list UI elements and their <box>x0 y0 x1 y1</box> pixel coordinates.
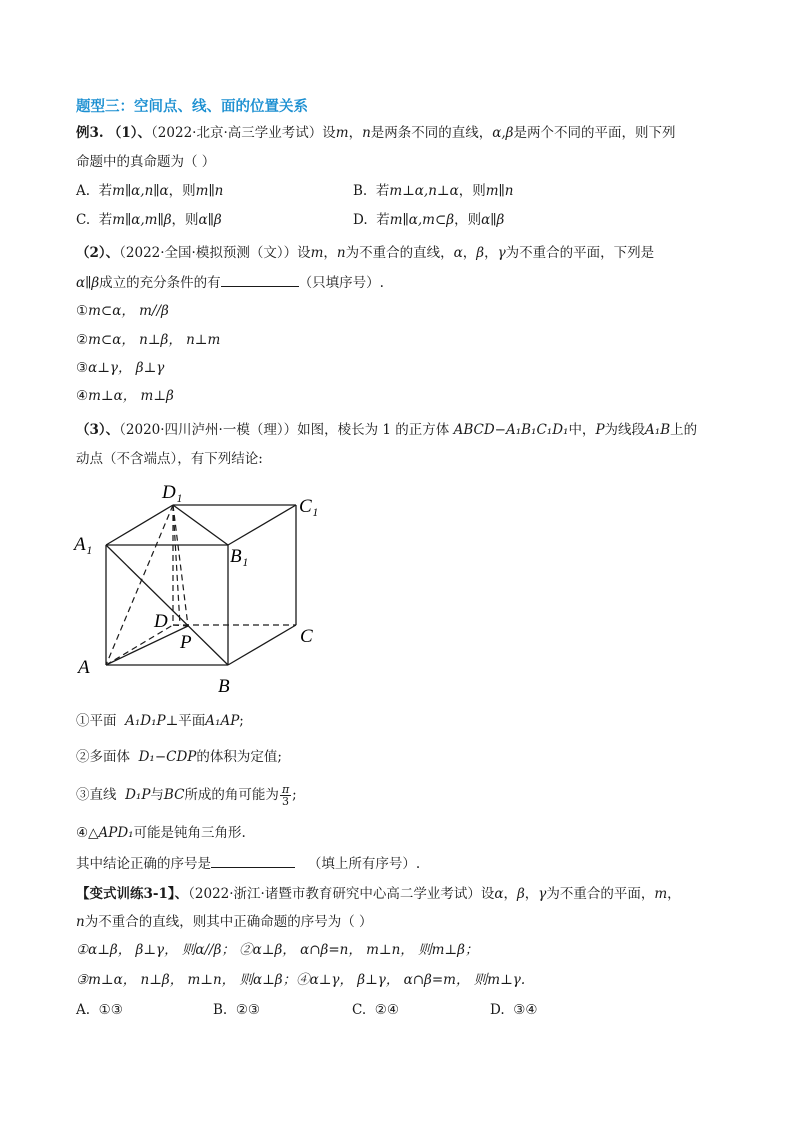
label-d1: D₁ <box>162 482 183 503</box>
q1-stem-line2: 命题中的真命题为（ ） <box>76 154 216 170</box>
label-p: P <box>180 632 192 653</box>
edge-b1-c1 <box>228 505 296 545</box>
q3-ask: 其中结论正确的序号是 （填上所有序号）. <box>76 856 421 872</box>
label-b: B <box>218 676 230 697</box>
label-a1: A₁ <box>74 534 93 555</box>
q3-number: （3）、 <box>76 422 120 438</box>
q1-option-b: B. 若m⊥α,n⊥α，则m∥n <box>353 183 514 199</box>
hidden-segment-a-d1 <box>106 505 173 665</box>
label-d: D <box>154 611 168 632</box>
q2-answer-blank <box>221 273 299 287</box>
cube-figure <box>70 470 330 700</box>
variant-option-b: B. ②③ <box>213 1002 261 1018</box>
label-a: A <box>78 657 90 678</box>
q2-number: （2）、 <box>76 245 120 261</box>
q1-option-d: D. 若m∥α,m⊂β，则α∥β <box>353 212 505 228</box>
section-title: 题型三：空间点、线、面的位置关系 <box>76 99 308 115</box>
variant-statements-2: ③m⊥α， n⊥β， m⊥n， 则α⊥β；④α⊥γ， β⊥γ， α∩β=m， 则m⊥γ. <box>76 972 526 988</box>
hidden-segment-d1-d-b <box>173 505 180 625</box>
edge-b-c <box>228 625 296 665</box>
q2-stem-line1: （2）、（2022·全国·模拟预测（文））设m，n为不重合的直线，α，β，γ为不重合的平面，下列是 <box>76 245 655 261</box>
q3-conclusion-2: ②多面体 D₁−CDP的体积为定值; <box>76 749 282 765</box>
variant-label: 【变式训练3-1】、 <box>76 886 189 902</box>
q2-item-1: ①m⊂α， m//β <box>76 303 169 319</box>
label-b1: B₁ <box>230 546 249 567</box>
edge-a1-d1 <box>106 505 173 545</box>
q3-conclusion-3: ③直线 D₁P与BC所成的角可能为 $\frac{\pi}{3}$ ; <box>76 783 297 808</box>
q3-conclusion-1: ①平面 A₁D₁P⊥平面A₁AP; <box>76 713 244 729</box>
q1-number: （1）、 <box>107 125 152 141</box>
q1-option-a: A. 若m∥α,n∥α，则m∥n <box>76 183 224 199</box>
variant-stem-line2: n为不重合的直线，则其中正确命题的序号为（ ） <box>76 914 373 930</box>
variant-statements-1: ①α⊥β， β⊥γ， 则α//β； ②α⊥β， α∩β=n， m⊥n， 则m⊥β； <box>76 942 479 958</box>
q1-stem-line1: 例3. （1）、（2022·北京·高三学业考试）设m，n是两条不同的直线，α,β是两个不同的平面，则下列 <box>76 125 676 141</box>
q2-item-2: ②m⊂α， n⊥β， n⊥m <box>76 332 221 348</box>
q2-stem-line2: α∥β成立的充分条件的有 （只填序号）. <box>76 275 384 291</box>
hidden-segment-d1-p <box>173 505 188 626</box>
q3-answer-blank <box>211 854 295 868</box>
label-c1: C₁ <box>299 496 319 517</box>
variant-stem-line1: 【变式训练3-1】、（2022·浙江·诸暨市教育研究中心高二学业考试）设α，β，γ为不重合的平面，m， <box>76 886 681 902</box>
segment-a-p <box>106 626 188 665</box>
segment-a1-b <box>106 545 228 665</box>
q3-stem-line1: （3）、（2020·四川泸州·一模（理））如图，棱长为 1 的正方体 ABCD−A₁B₁C₁D₁中，P为线段A₁B上的 <box>76 422 698 438</box>
q2-item-4: ④m⊥α， m⊥β <box>76 388 174 404</box>
example-label: 例3. <box>76 125 104 141</box>
q2-item-3: ③α⊥γ， β⊥γ <box>76 360 165 376</box>
variant-option-d: D. ③④ <box>490 1002 538 1018</box>
variant-option-c: C. ②④ <box>352 1002 399 1018</box>
q3-conclusion-4: ④△APD₁可能是钝角三角形. <box>76 825 246 841</box>
label-c: C <box>300 626 313 647</box>
q3-stem-line2: 动点（不含端点），有下列结论: <box>76 451 263 467</box>
q1-option-c: C. 若m∥α,m∥β，则α∥β <box>76 212 222 228</box>
variant-option-a: A. ①③ <box>76 1002 123 1018</box>
segment-d1-b1 <box>173 505 228 545</box>
fraction-pi-over-3: $\frac{\pi}{3}$ <box>281 783 290 808</box>
